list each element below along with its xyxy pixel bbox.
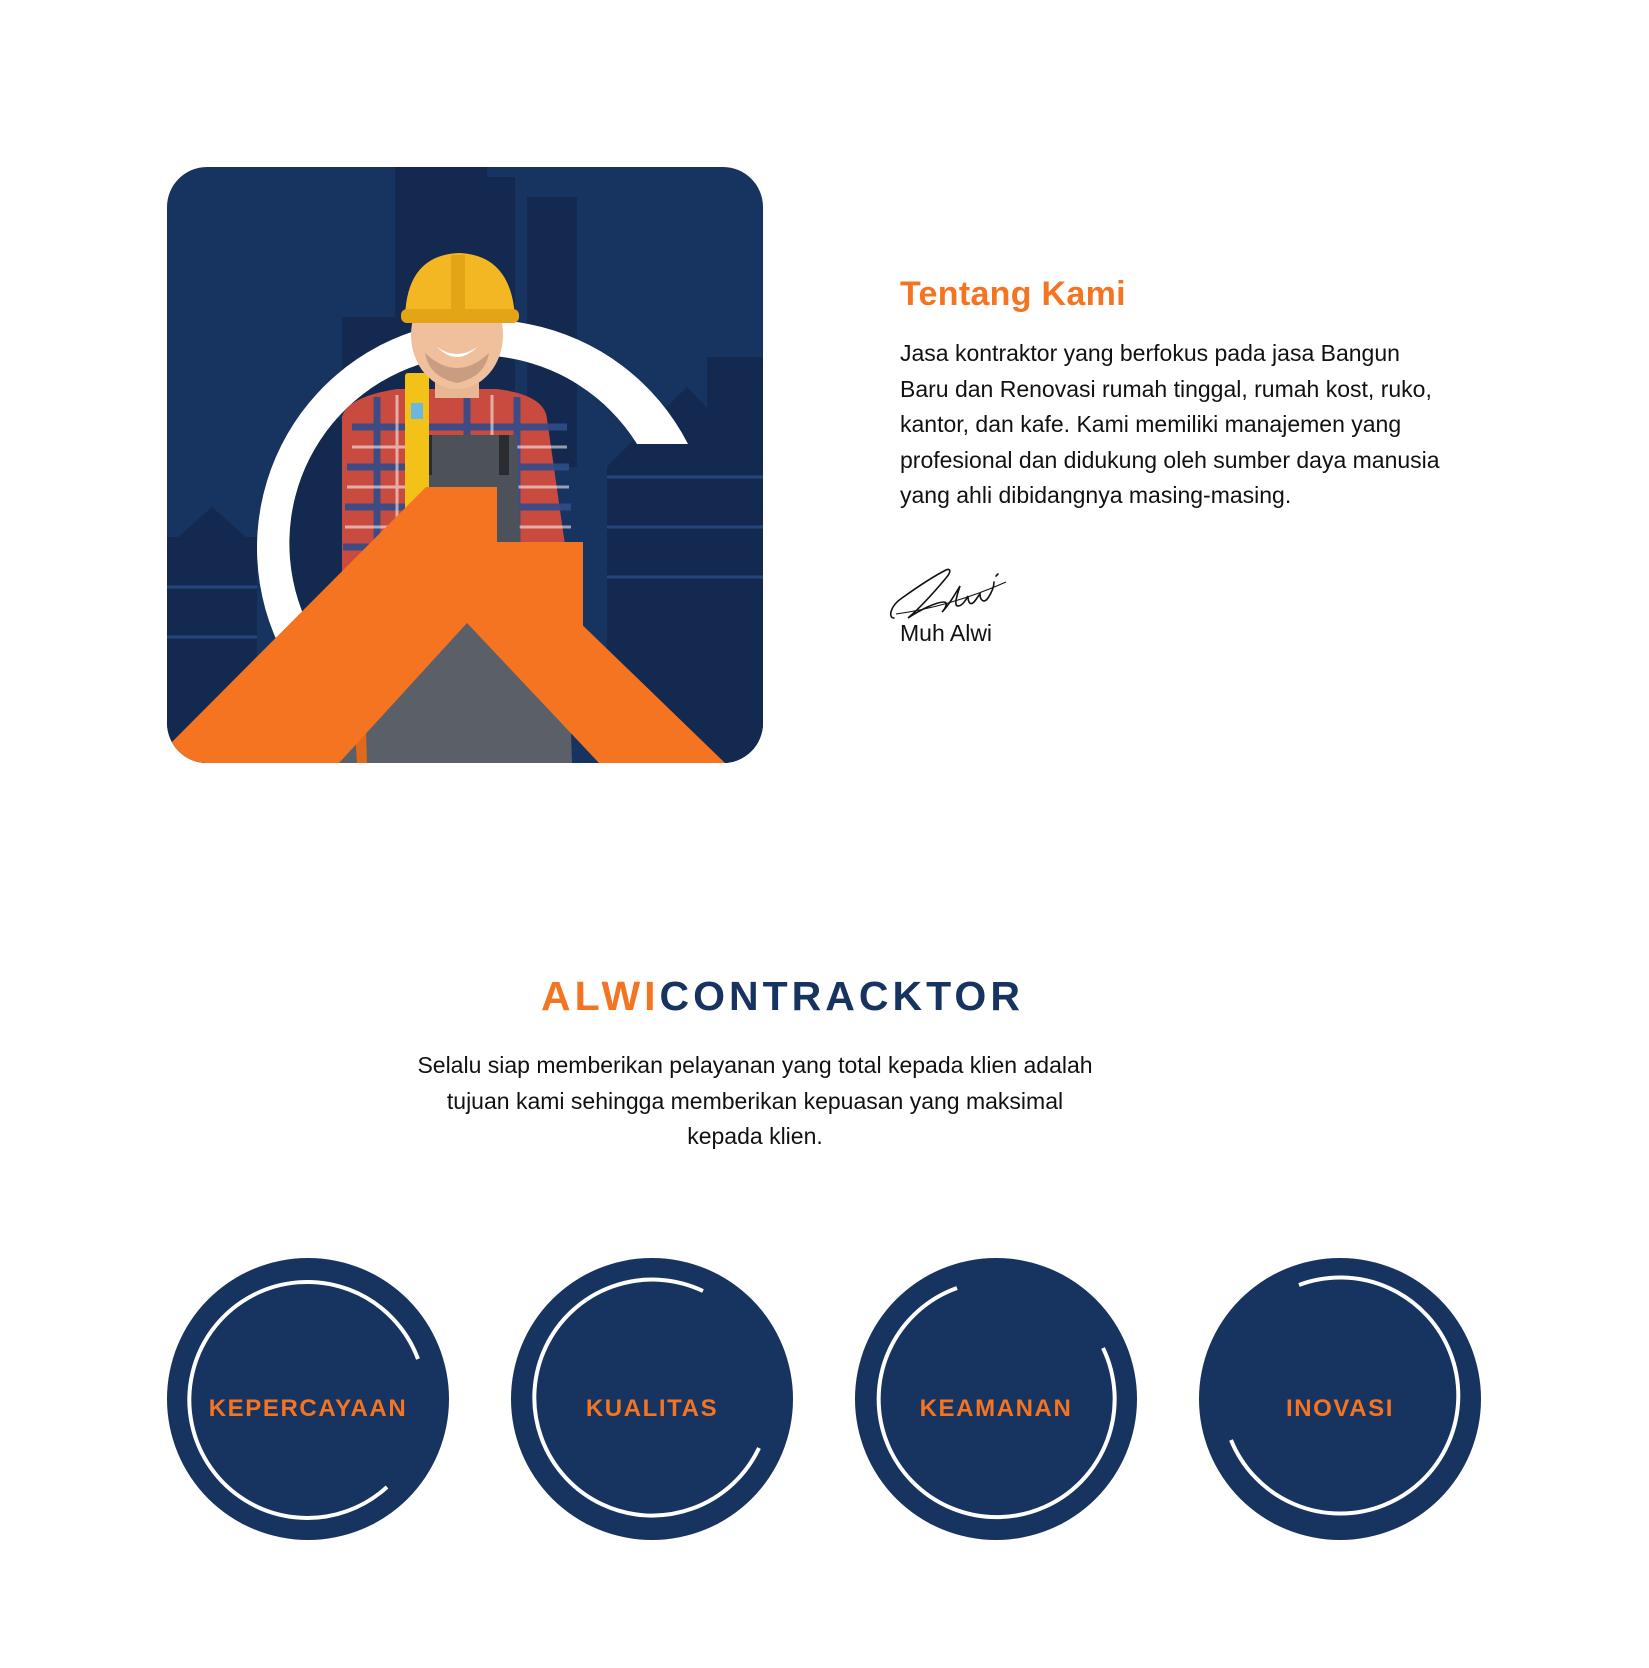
brand-name-secondary: CONTRACKTOR — [659, 973, 1024, 1020]
signature-image — [886, 562, 1026, 624]
hero-illustration — [167, 167, 763, 763]
signer-name: Muh Alwi — [900, 619, 993, 646]
value-card-kualitas — [511, 1258, 793, 1540]
about-section — [900, 272, 1440, 648]
value-card-keamanan — [855, 1258, 1137, 1540]
value-label: KEAMANAN — [919, 1395, 1073, 1422]
value-label: INOVASI — [1285, 1395, 1395, 1422]
brand-wordmark — [0, 971, 1565, 1021]
brand-name-primary: ALWI — [541, 973, 660, 1020]
about-description: Jasa kontraktor yang berfokus pada jasa Bangun Baru dan Renovasi rumah tinggal, rumah kost, ruko, kantor, dan kafe. Kami memiliki manajemen yang profesional dan didukung oleh sumber daya manusia yang ahli dibidangnya masing-masing. — [900, 340, 1440, 508]
value-label: KEPERCAYAAN — [208, 1395, 408, 1422]
value-card-inovasi — [1199, 1258, 1481, 1540]
value-card-kepercayaan — [167, 1258, 449, 1540]
about-title: Tentang Kami — [900, 275, 1126, 313]
brand-tagline: Selalu siap memberikan pelayanan yang total kepada klien adalah tujuan kami sehingga memberikan kepuasan yang maksimal kepada klien. — [417, 1052, 1093, 1149]
value-label: KUALITAS — [585, 1395, 719, 1422]
hero-image — [167, 167, 763, 763]
